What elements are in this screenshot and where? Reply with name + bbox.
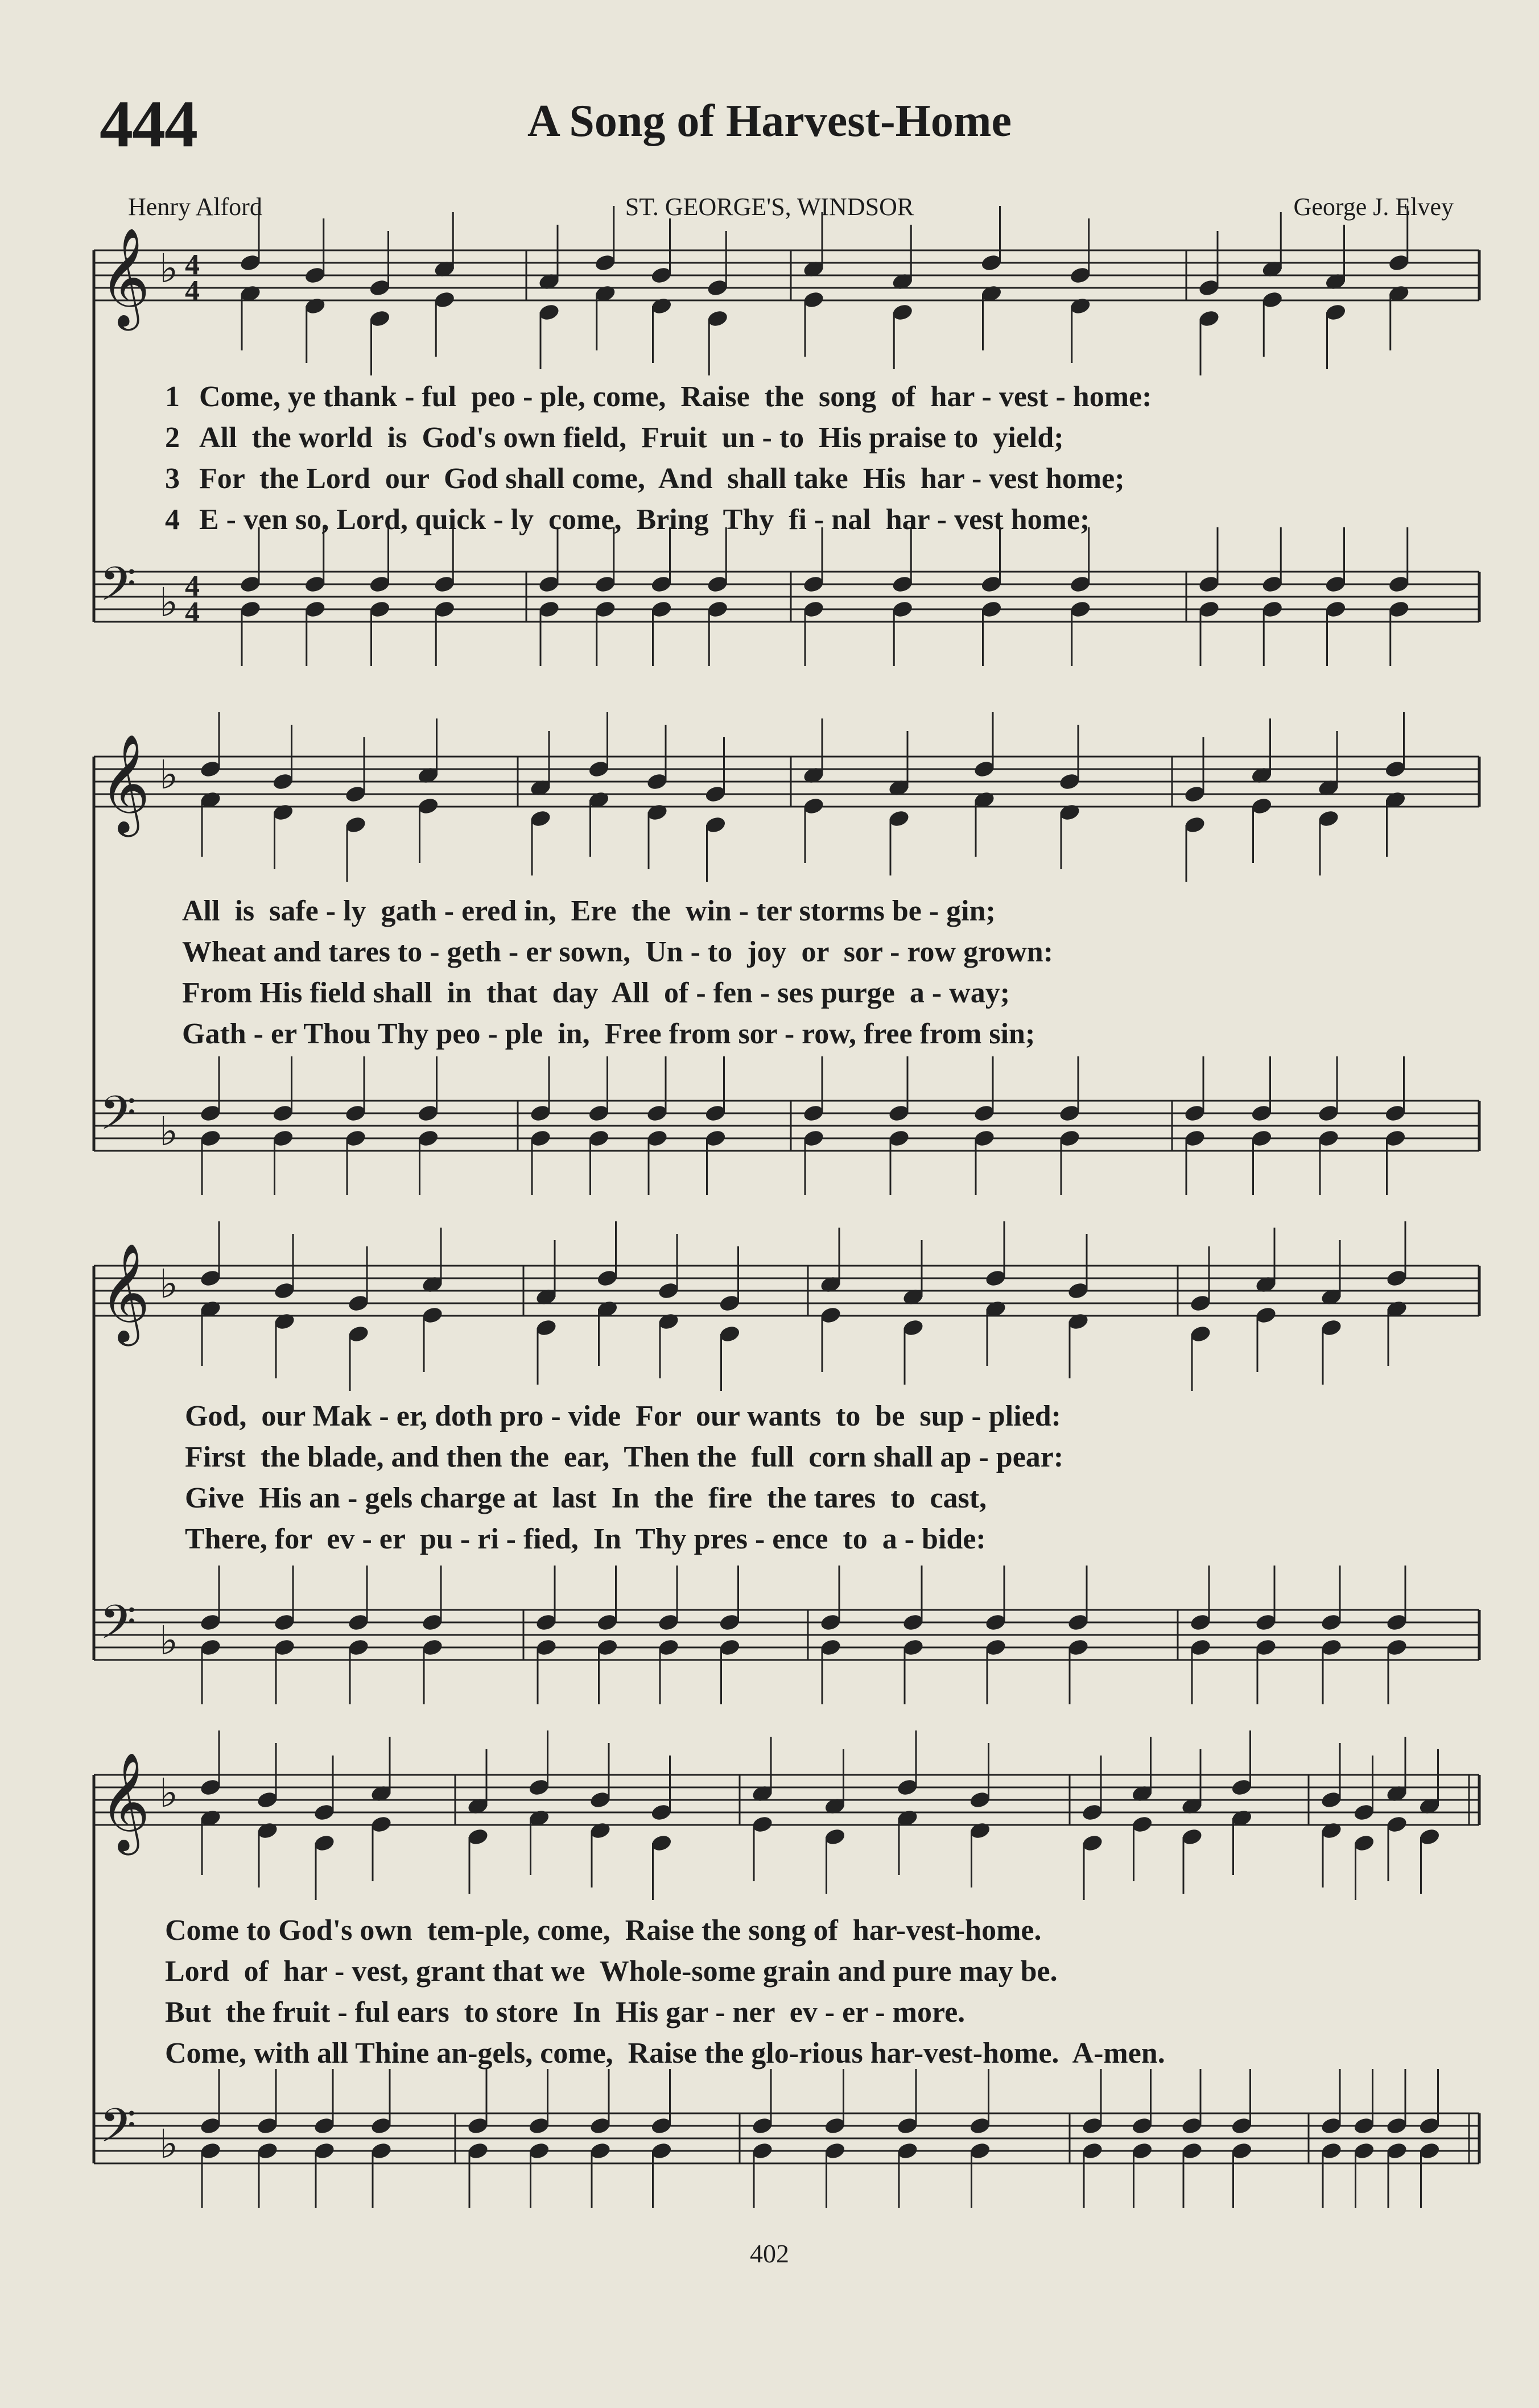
lyric-line: God, our Mak - er, doth pro - vide For our wants to be sup - plied:	[185, 1400, 1061, 1432]
hymn-title: A Song of Harvest-Home	[527, 96, 1012, 146]
bass-clef-icon: 𝄢	[100, 1085, 137, 1152]
lyric-line: 1 Come, ye thank - ful peo - ple, come, Raise the song of har - vest - home:	[165, 381, 1152, 413]
lyric-line: First the blade, and then the ear, Then the full corn shall ap - pear:	[185, 1441, 1064, 1473]
flat-sign-icon: ♭	[159, 1108, 179, 1155]
flat-sign-icon: ♭	[159, 1770, 179, 1816]
lyric-line: From His field shall in that day All of - fen - ses purge a - way;	[182, 977, 1010, 1009]
music-composer: George J. Elvey	[1293, 193, 1454, 221]
lyric-line: Come, with all Thine an-gels, come, Raise the glo-rious har-vest-home. A-men.	[165, 2037, 1165, 2070]
treble-clef-icon: 𝄞	[100, 1752, 150, 1851]
lyric-line: But the fruit - ful ears to store In His gar - ner ev - er - more.	[165, 1996, 966, 2029]
flat-sign-icon: ♭	[159, 1261, 179, 1307]
lyric-line: 2 All the world is God's own field, Fruit un - to His praise to yield;	[165, 422, 1064, 454]
lyric-line: 3 For the Lord our God shall come, And shall take His har - vest home;	[165, 462, 1125, 495]
flat-sign-icon: ♭	[159, 1617, 179, 1664]
bass-clef-icon: 𝄢	[100, 556, 137, 623]
bass-clef-icon: 𝄢	[100, 2098, 137, 2165]
tune-name: ST. GEORGE'S, WINDSOR	[625, 193, 914, 221]
time-signature: 4	[185, 275, 200, 307]
page-number: 402	[750, 2239, 789, 2268]
lyric-line: Gath - er Thou Thy peo - ple in, Free from sor - row, free from sin;	[182, 1018, 1035, 1050]
lyric-line: 4 E - ven so, Lord, quick - ly come, Bring Thy fi - nal har - vest home;	[165, 503, 1090, 536]
lyric-line: Lord of har - vest, grant that we Whole-some grain and pure may be.	[165, 1955, 1058, 1988]
hymn-number: 444	[100, 86, 197, 161]
treble-clef-icon: 𝄞	[100, 228, 150, 327]
treble-clef-icon: 𝄞	[100, 734, 150, 833]
flat-sign-icon: ♭	[159, 245, 179, 292]
flat-sign-icon: ♭	[159, 751, 179, 798]
time-signature: 4	[185, 596, 200, 629]
treble-clef-icon: 𝄞	[100, 1243, 150, 1342]
flat-sign-icon: ♭	[159, 2121, 179, 2167]
lyric-line: All is safe - ly gath - ered in, Ere the win - ter storms be - gin;	[182, 895, 996, 927]
lyric-line: Come to God's own tem-ple, come, Raise the song of har-vest-home.	[165, 1914, 1042, 1947]
flat-sign-icon: ♭	[159, 579, 179, 626]
time-signature: 4	[185, 249, 200, 281]
words-author: Henry Alford	[128, 193, 262, 221]
lyric-line: Wheat and tares to - geth - er sown, Un - to joy or sor - row grown:	[182, 936, 1054, 968]
lyric-line: Give His an - gels charge at last In the fire the tares to cast,	[185, 1482, 987, 1514]
time-signature: 4	[185, 570, 200, 602]
bass-clef-icon: 𝄢	[100, 1595, 137, 1661]
lyric-line: There, for ev - er pu - ri - fied, In Thy pres - ence to a - bide:	[185, 1523, 986, 1555]
